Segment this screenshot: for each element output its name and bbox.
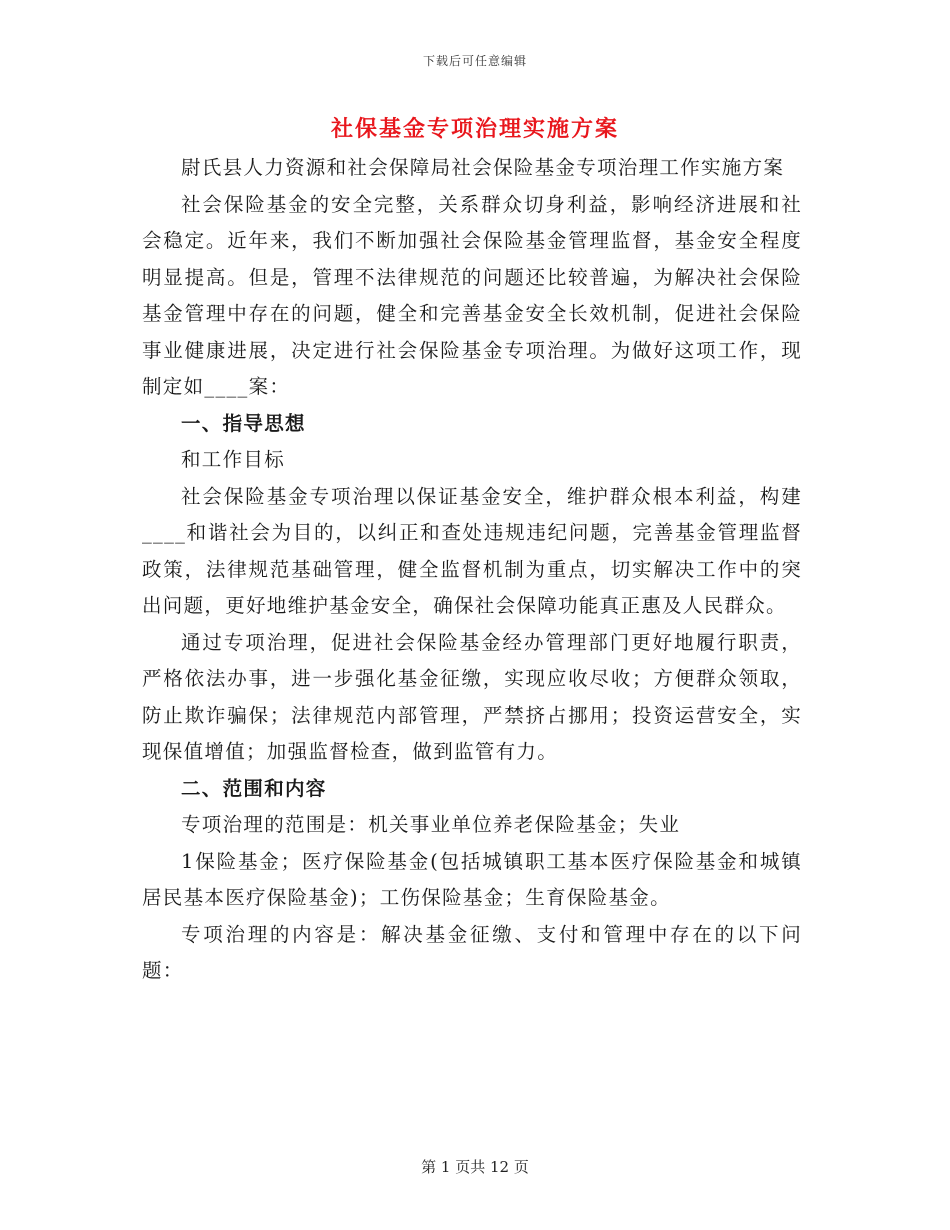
paragraph-background: 社会保险基金的安全完整，关系群众切身利益，影响经济进展和社会稳定。近年来，我们不断加强社会保险基金管理监督，基金安全程度明显提高。但是，管理不法律规范的问题还比较普遍，为解决社会保险基金管理中存在的问题，健全和完善基金安全长效机制，促进社会保险事业健康进展，决定进行社会保险基金专项治理。为做好这项工作，现制定如____案：: [142, 192, 802, 398]
paragraph-guiding-principle: 社会保险基金专项治理以保证基金安全，维护群众根本利益，构建____和谐社会为目的，以纠正和查处违规违纪问题，完善基金管理监督政策，法律规范基础管理，健全监督机制为重点，切实解决工作中的突出问题，更好地维护基金安全，确保社会保障功能真正惠及人民群众。: [142, 484, 802, 617]
paragraph-scope: 专项治理的范围是：机关事业单位养老保险基金；失业: [181, 813, 681, 836]
paragraph-intro: 尉氏县人力资源和社会保障局社会保险基金专项治理工作实施方案: [181, 156, 785, 179]
section-heading-1-continued: 和工作目标: [181, 448, 286, 471]
document-body: [142, 150, 802, 990]
paragraph-content: 专项治理的内容是：解决基金征缴、支付和管理中存在的以下问题：: [142, 922, 802, 982]
page-number: 第 1 页共 12 页: [421, 1158, 529, 1176]
section-heading-2: 二、范围和内容: [181, 776, 327, 800]
document-title: 社保基金专项治理实施方案: [330, 116, 619, 142]
paragraph-scope-continued: 1保险基金；医疗保险基金(包括城镇职工基本医疗保险基金和城镇居民基本医疗保险基金)；工伤保险基金；生育保险基金。: [142, 849, 802, 909]
section-heading-1: 一、指导思想: [181, 411, 306, 435]
header-note: 下载后可任意编辑: [422, 54, 527, 68]
paragraph-objectives: 通过专项治理，促进社会保险基金经办管理部门更好地履行职责，严格依法办事，进一步强化基金征缴，实现应收尽收；方便群众领取，防止欺诈骗保；法律规范内部管理，严禁挤占挪用；投资运营安全，实现保值增值；加强监督检查，做到监管有力。: [142, 630, 802, 763]
